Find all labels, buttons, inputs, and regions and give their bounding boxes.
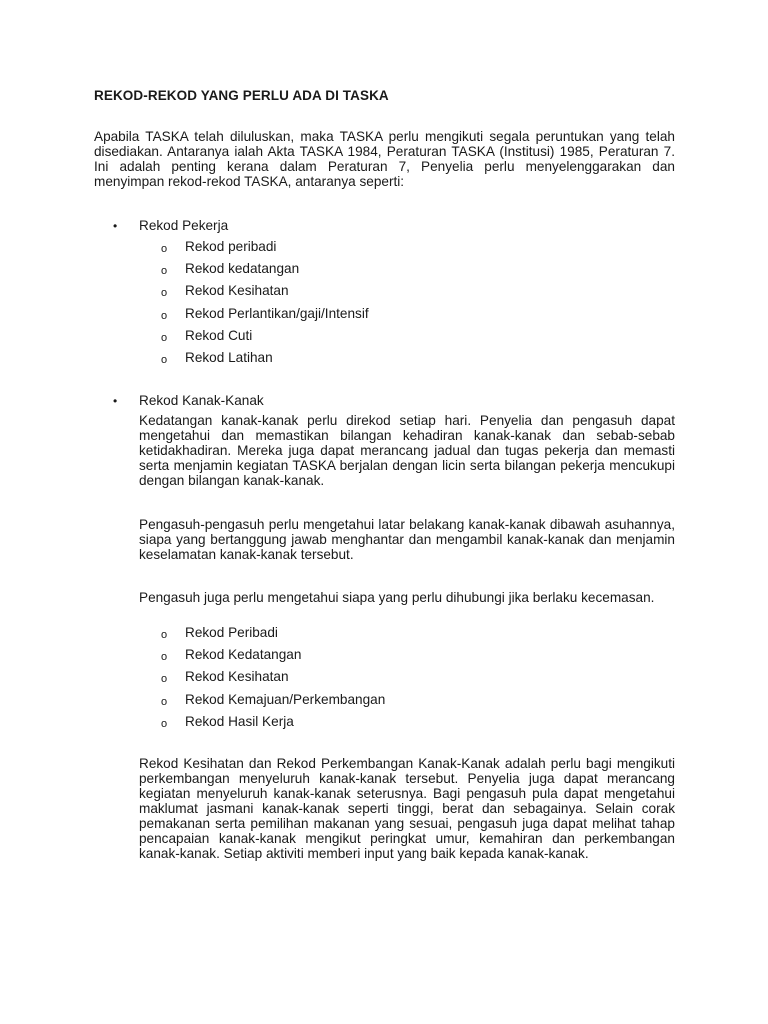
document-title: REKOD-REKOD YANG PERLU ADA DI TASKA [94,88,389,103]
list-item: o Rekod Hasil Kerja [161,713,294,730]
list-item: o Rekod Kedatangan [161,647,302,664]
circle-bullet-icon: o [161,287,168,300]
list-item: o Rekod Kemajuan/Perkembangan [161,691,386,708]
circle-bullet-icon: o [161,629,168,641]
circle-bullet-icon: o [161,353,168,366]
list-item: o Rekod Kesihatan [161,669,289,686]
section-heading-rekod-kanak-kanak: Rekod Kanak-Kanak [139,393,264,408]
list-item: o Rekod peribadi [161,239,277,255]
circle-bullet-icon: o [161,695,168,708]
kanak-paragraph-4: Rekod Kesihatan dan Rekod Perkembangan Kanak-Kanak adalah perlu bagi mengikuti perkembangan menyeluruh kanak-kanak tersebut. Penyelia juga dapat merancang kegiatan menyeluruh kanak-kanak seterusnya. Bagi pengasuh pula dapat mengetahui maklumat jasmani kanak-kanak seperti tinggi, berat dan sebagainya. Selain corak pemakanan serta pemilihan makanan yang sesuai, pengasuh juga dapat melihat tahap pencapaian kanak-kanak mengikut peringkat umur, kemahiran dan perkembangan kanak-kanak. Setiap aktiviti memberi input yang baik kepada kanak-kanak. [139,756,675,861]
circle-bullet-icon: o [161,265,168,278]
circle-bullet-icon: o [161,243,168,255]
list-item: o Rekod Kesihatan [161,283,289,300]
list-item: o Rekod Latihan [161,349,273,366]
rekod-pekerja-list [161,239,369,372]
kanak-paragraph-3: Pengasuh juga perlu mengetahui siapa yang perlu dihubungi jika berlaku kecemasan. [139,590,655,605]
list-item: o Rekod Perlantikan/gaji/Intensif [161,305,369,322]
section-heading-rekod-pekerja: Rekod Pekerja [139,218,229,233]
circle-bullet-icon: o [161,651,168,664]
bullet-icon: • [113,219,118,233]
circle-bullet-icon: o [161,331,168,344]
list-item: o Rekod kedatangan [161,261,300,278]
circle-bullet-icon: o [161,673,168,686]
intro-paragraph: Apabila TASKA telah diluluskan, maka TASKA perlu mengikuti segala peruntukan yang telah disediakan. Antaranya ialah Akta TASKA 1984, Peraturan TASKA (Institusi) 1985, Peraturan 7. Ini adalah penting kerana dalam Peraturan 7, Penyelia perlu menyelenggarakan dan menyimpan rekod-rekod TASKA, antaranya seperti: [94,129,675,189]
rekod-kanak-list [161,625,385,736]
circle-bullet-icon: o [161,309,168,322]
kanak-paragraph-2: Pengasuh-pengasuh perlu mengetahui latar belakang kanak-kanak dibawah asuhannya, siapa yang bertanggung jawab menghantar dan mengambil kanak-kanak dan menjamin keselamatan kanak-kanak tersebut. [139,517,675,562]
list-item: o Rekod Peribadi [161,625,278,641]
kanak-paragraph-1: Kedatangan kanak-kanak perlu direkod setiap hari. Penyelia dan pengasuh dapat mengetahui dan memastikan bilangan kehadiran kanak-kanak dan sebab-sebab ketidakhadiran. Mereka juga dapat merancang jadual dan tugas pekerja dan memasti serta menjamin kegiatan TASKA berjalan dengan licin serta bilangan pekerja mencukupi dengan bilangan kanak-kanak. [139,413,675,488]
bullet-icon: • [113,394,118,408]
list-item: o Rekod Cuti [161,327,253,344]
circle-bullet-icon: o [161,717,168,730]
